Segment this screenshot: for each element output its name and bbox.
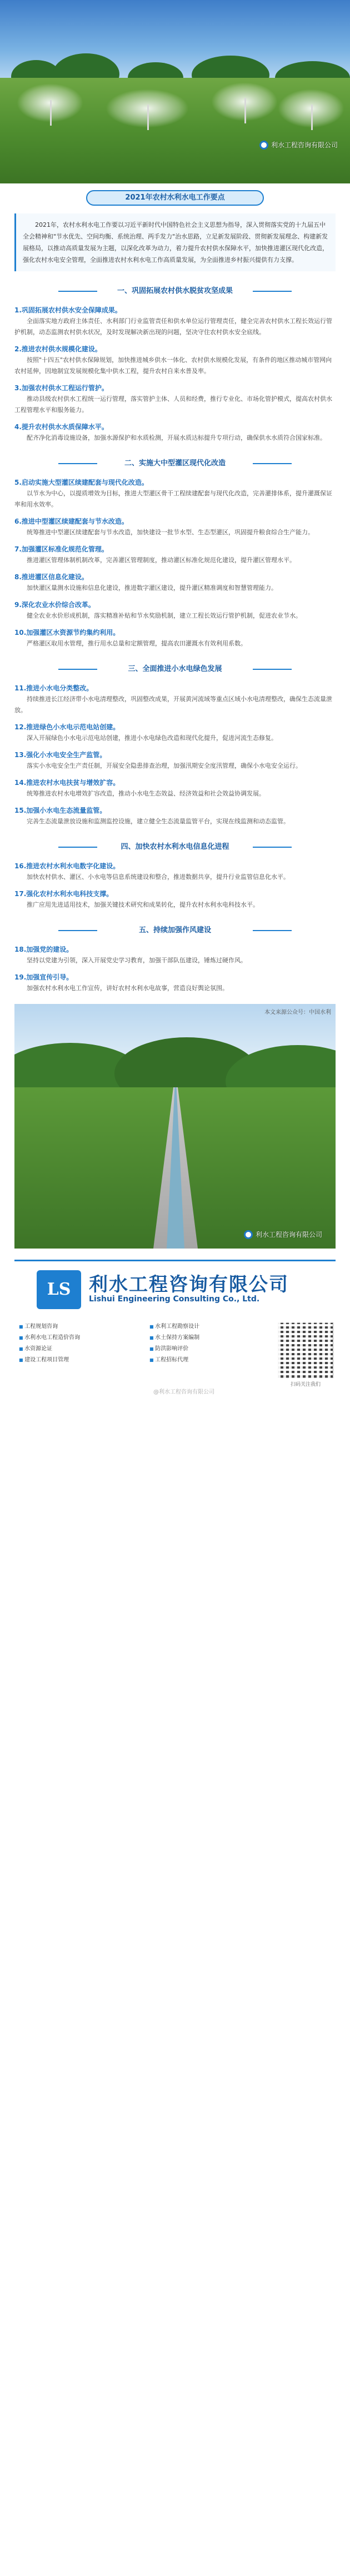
section-heading: 一、巩固拓展农村供水脱贫攻坚成果 [58, 284, 292, 299]
article-item [14, 861, 336, 883]
qr-code-pattern [278, 1322, 333, 1378]
item-text: 以节水为中心，以提质增效为目标，推进大型灌区骨干工程续建配套与现代化改造，完善灌排体系，提升灌溉保证率和用水效率。 [14, 490, 332, 508]
service-item: ■ 工程规划咨询 [14, 1321, 145, 1332]
item-text: 持续推进长江经济带小水电清理整改，巩固整改成果，开展黄河流域等重点区域小水电清理整改，确保生态流量泄放。 [14, 695, 332, 714]
item-text: 健全农业水价形成机制，落实精准补贴和节水奖励机制，建立工程长效运行管护机制，促进农业节水。 [27, 612, 302, 619]
item-heading: 16.推进农村水利水电数字化建设。 [14, 862, 120, 870]
item-text: 加强农村水利水电工作宣传，讲好农村水利水电故事，营造良好舆论氛围。 [27, 984, 228, 992]
watermark-text: 利水工程咨询有限公司 [271, 141, 338, 149]
item-text: 加快农村供水、灌区、小水电等信息系统建设和整合，推进数据共享，提升行业监管信息化水平。 [27, 873, 289, 881]
item-text: 推广应用先进适用技术，加强关键技术研究和成果转化，提升农村水利水电科技水平。 [27, 901, 259, 908]
item-heading: 8.推进灌区信息化建设。 [14, 573, 88, 581]
service-item: ■ 水资源论证 [14, 1344, 145, 1355]
article-item [14, 972, 336, 994]
item-heading: 5.启动实施大型灌区续建配套与现代化改造。 [14, 479, 148, 486]
item-text: 完善生态流量泄放设施和监测监控设施，建立健全生态流量监管平台，实现在线监测和动态监管。 [27, 818, 289, 825]
item-heading: 15.加强小水电生态流量监管。 [14, 807, 107, 814]
item-heading: 3.加强农村供水工程运行管护。 [14, 384, 108, 392]
company-logo-icon [259, 141, 268, 150]
intro-paragraph: 2021年，农村水利水电工作要以习近平新时代中国特色社会主义思想为指导，深入贯彻落实党的十九届五中全会精神和"节水优先、空间均衡、系统治理、两手发力"治水思路，立足新发展阶段、贯彻新发展理念、构建新发展格局，以推动高质量发展为主题，以深化改革为动力，着力提升农村供水保障水平，加快推进灌区现代化改造，强化农村水电安全管理，全面推进农村水利水电工作高质量发展，为全面推进乡村振兴提供有力支撑。 [14, 213, 336, 271]
item-heading: 17.强化农村水利水电科技支撑。 [14, 890, 113, 898]
section-heading: 二、实施大中型灌区现代化改造 [58, 456, 292, 471]
item-heading: 12.推进绿色小水电示范电站创建。 [14, 723, 120, 731]
item-text: 坚持以党建为引领，深入开展党史学习教育，加强干部队伍建设，锤炼过硬作风。 [27, 957, 247, 964]
item-heading: 4.提升农村供水水质保障水平。 [14, 423, 108, 431]
section-heading: 三、全面推进小水电绿色发展 [58, 662, 292, 677]
article-item [14, 805, 336, 827]
service-list [14, 1321, 276, 1366]
article-item [14, 344, 336, 377]
service-item: ■ 水利水电工程造价咨询 [14, 1332, 145, 1344]
item-text: 按照"十四五"农村供水保障规划，加快推进城乡供水一体化、农村供水规模化发展，有条件的地区推动城市管网向农村延伸，因地制宜发展规模化集中供水工程，提升农村自来水普及率。 [14, 356, 332, 375]
canal-photo [14, 1004, 336, 1249]
item-heading: 14.推进农村水电扶贫与增效扩容。 [14, 779, 120, 787]
item-heading: 6.推进中型灌区续建配套与节水改造。 [14, 518, 128, 525]
article-item [14, 382, 336, 416]
item-heading: 19.加强宣传引导。 [14, 973, 73, 981]
qr-caption: 扫码关注我们 [290, 1382, 321, 1388]
article-item [14, 544, 336, 566]
item-heading: 10.加强灌区水资源节约集约利用。 [14, 629, 120, 636]
sprinkler-pole [50, 100, 52, 126]
article-item [14, 944, 336, 966]
item-text: 落实小水电安全生产责任制，开展安全隐患排查治理，加强汛期安全度汛管理，确保小水电安全运行。 [27, 762, 302, 769]
article-body [0, 284, 350, 994]
item-heading: 1.巩固拓展农村供水安全保障成果。 [14, 306, 122, 314]
company-logo: LS [37, 1270, 81, 1309]
service-item: ■ 水土保持方案编制 [145, 1332, 276, 1344]
footer-watermark: @利水工程咨询有限公司 [153, 1389, 214, 1395]
article-item [14, 477, 336, 510]
company-logo-icon [244, 1230, 253, 1239]
company-card [14, 1260, 336, 1399]
item-text: 统筹推进中型灌区续建配套与节水改造，加快建设一批节水型、生态型灌区，巩固提升粮食综合生产能力。 [27, 529, 314, 536]
article-item [14, 599, 336, 621]
item-heading: 2.推进农村供水规模化建设。 [14, 345, 102, 353]
service-item: ■ 工程招标代理 [145, 1355, 276, 1366]
article-item [14, 888, 336, 911]
article-item [14, 683, 336, 716]
article-item [14, 777, 336, 799]
item-heading: 13.强化小水电安全生产监管。 [14, 751, 107, 759]
item-heading: 7.加强灌区标准化规范化管理。 [14, 545, 108, 553]
sprinkler-pole [311, 105, 313, 130]
sprinkler-pole [147, 105, 149, 130]
watermark [259, 140, 338, 150]
item-text: 全面落实地方政府主体责任、水利部门行业监管责任和供水单位运行管理责任，健全完善农村供水工程长效运行管护机制，动态监测农村供水状况，及时发现解决新出现的问题，坚决守住农村供水安全底线。 [14, 317, 332, 336]
article-item [14, 516, 336, 538]
watermark-text: 利水工程咨询有限公司 [255, 1231, 322, 1239]
hero-image [0, 0, 350, 183]
item-heading: 9.深化农业水价综合改革。 [14, 601, 95, 609]
company-name-en: Lishui Engineering Consulting Co., Ltd. [89, 1295, 260, 1304]
item-text: 推动县级农村供水工程统一运行管理，落实管护主体、人员和经费，推行专业化、市场化管护模式，提高农村供水工程管理水平和服务能力。 [14, 395, 332, 414]
article-title: 2021年农村水利水电工作要点 [86, 190, 264, 206]
item-heading: 18.加强党的建设。 [14, 946, 73, 953]
sprinkler-pole [244, 98, 246, 123]
article-item [14, 571, 336, 594]
item-text: 严格灌区取用水管理，推行用水总量和定额管理，提高农田灌溉水有效利用系数。 [27, 640, 247, 647]
service-item: ■ 建设工程项目管理 [14, 1355, 145, 1366]
article-item [14, 627, 336, 649]
item-text: 深入开展绿色小水电示范电站创建，推进小水电绿色改造和现代化提升，促进河流生态修复。 [27, 734, 277, 742]
item-text: 推进灌区管理体制机制改革，完善灌区管理制度，推动灌区标准化规范化建设，提升灌区管理水平。 [27, 556, 296, 564]
article-item [14, 749, 336, 772]
item-text: 配齐净化消毒设施设备，加强水源保护和水质检测，开展水质达标提升专项行动，确保供水水质符合国家标准。 [27, 434, 326, 441]
article-item [14, 305, 336, 338]
watermark [244, 1230, 322, 1239]
service-item: ■ 防洪影响评价 [145, 1344, 276, 1355]
company-name: 利水工程咨询有限公司 [89, 1274, 289, 1296]
service-item: ■ 水利工程勘察设计 [145, 1321, 276, 1332]
article-item [14, 421, 336, 444]
article-item [14, 722, 336, 744]
section-heading: 四、加快农村水利水电信息化进程 [58, 839, 292, 855]
item-heading: 11.推进小水电分类整改。 [14, 684, 93, 692]
item-text: 加快灌区量测水设施和信息化建设，推进数字灌区建设，提升灌区精准调度和智慧管理能力。 [27, 584, 277, 591]
source-caption: 本文来源公众号：中国水利 [264, 1009, 331, 1016]
section-heading: 五、持续加强作风建设 [58, 923, 292, 938]
item-text: 统筹推进农村水电增效扩容改造，推动小水电生态效益、经济效益和社会效益协调发展。 [27, 790, 265, 797]
